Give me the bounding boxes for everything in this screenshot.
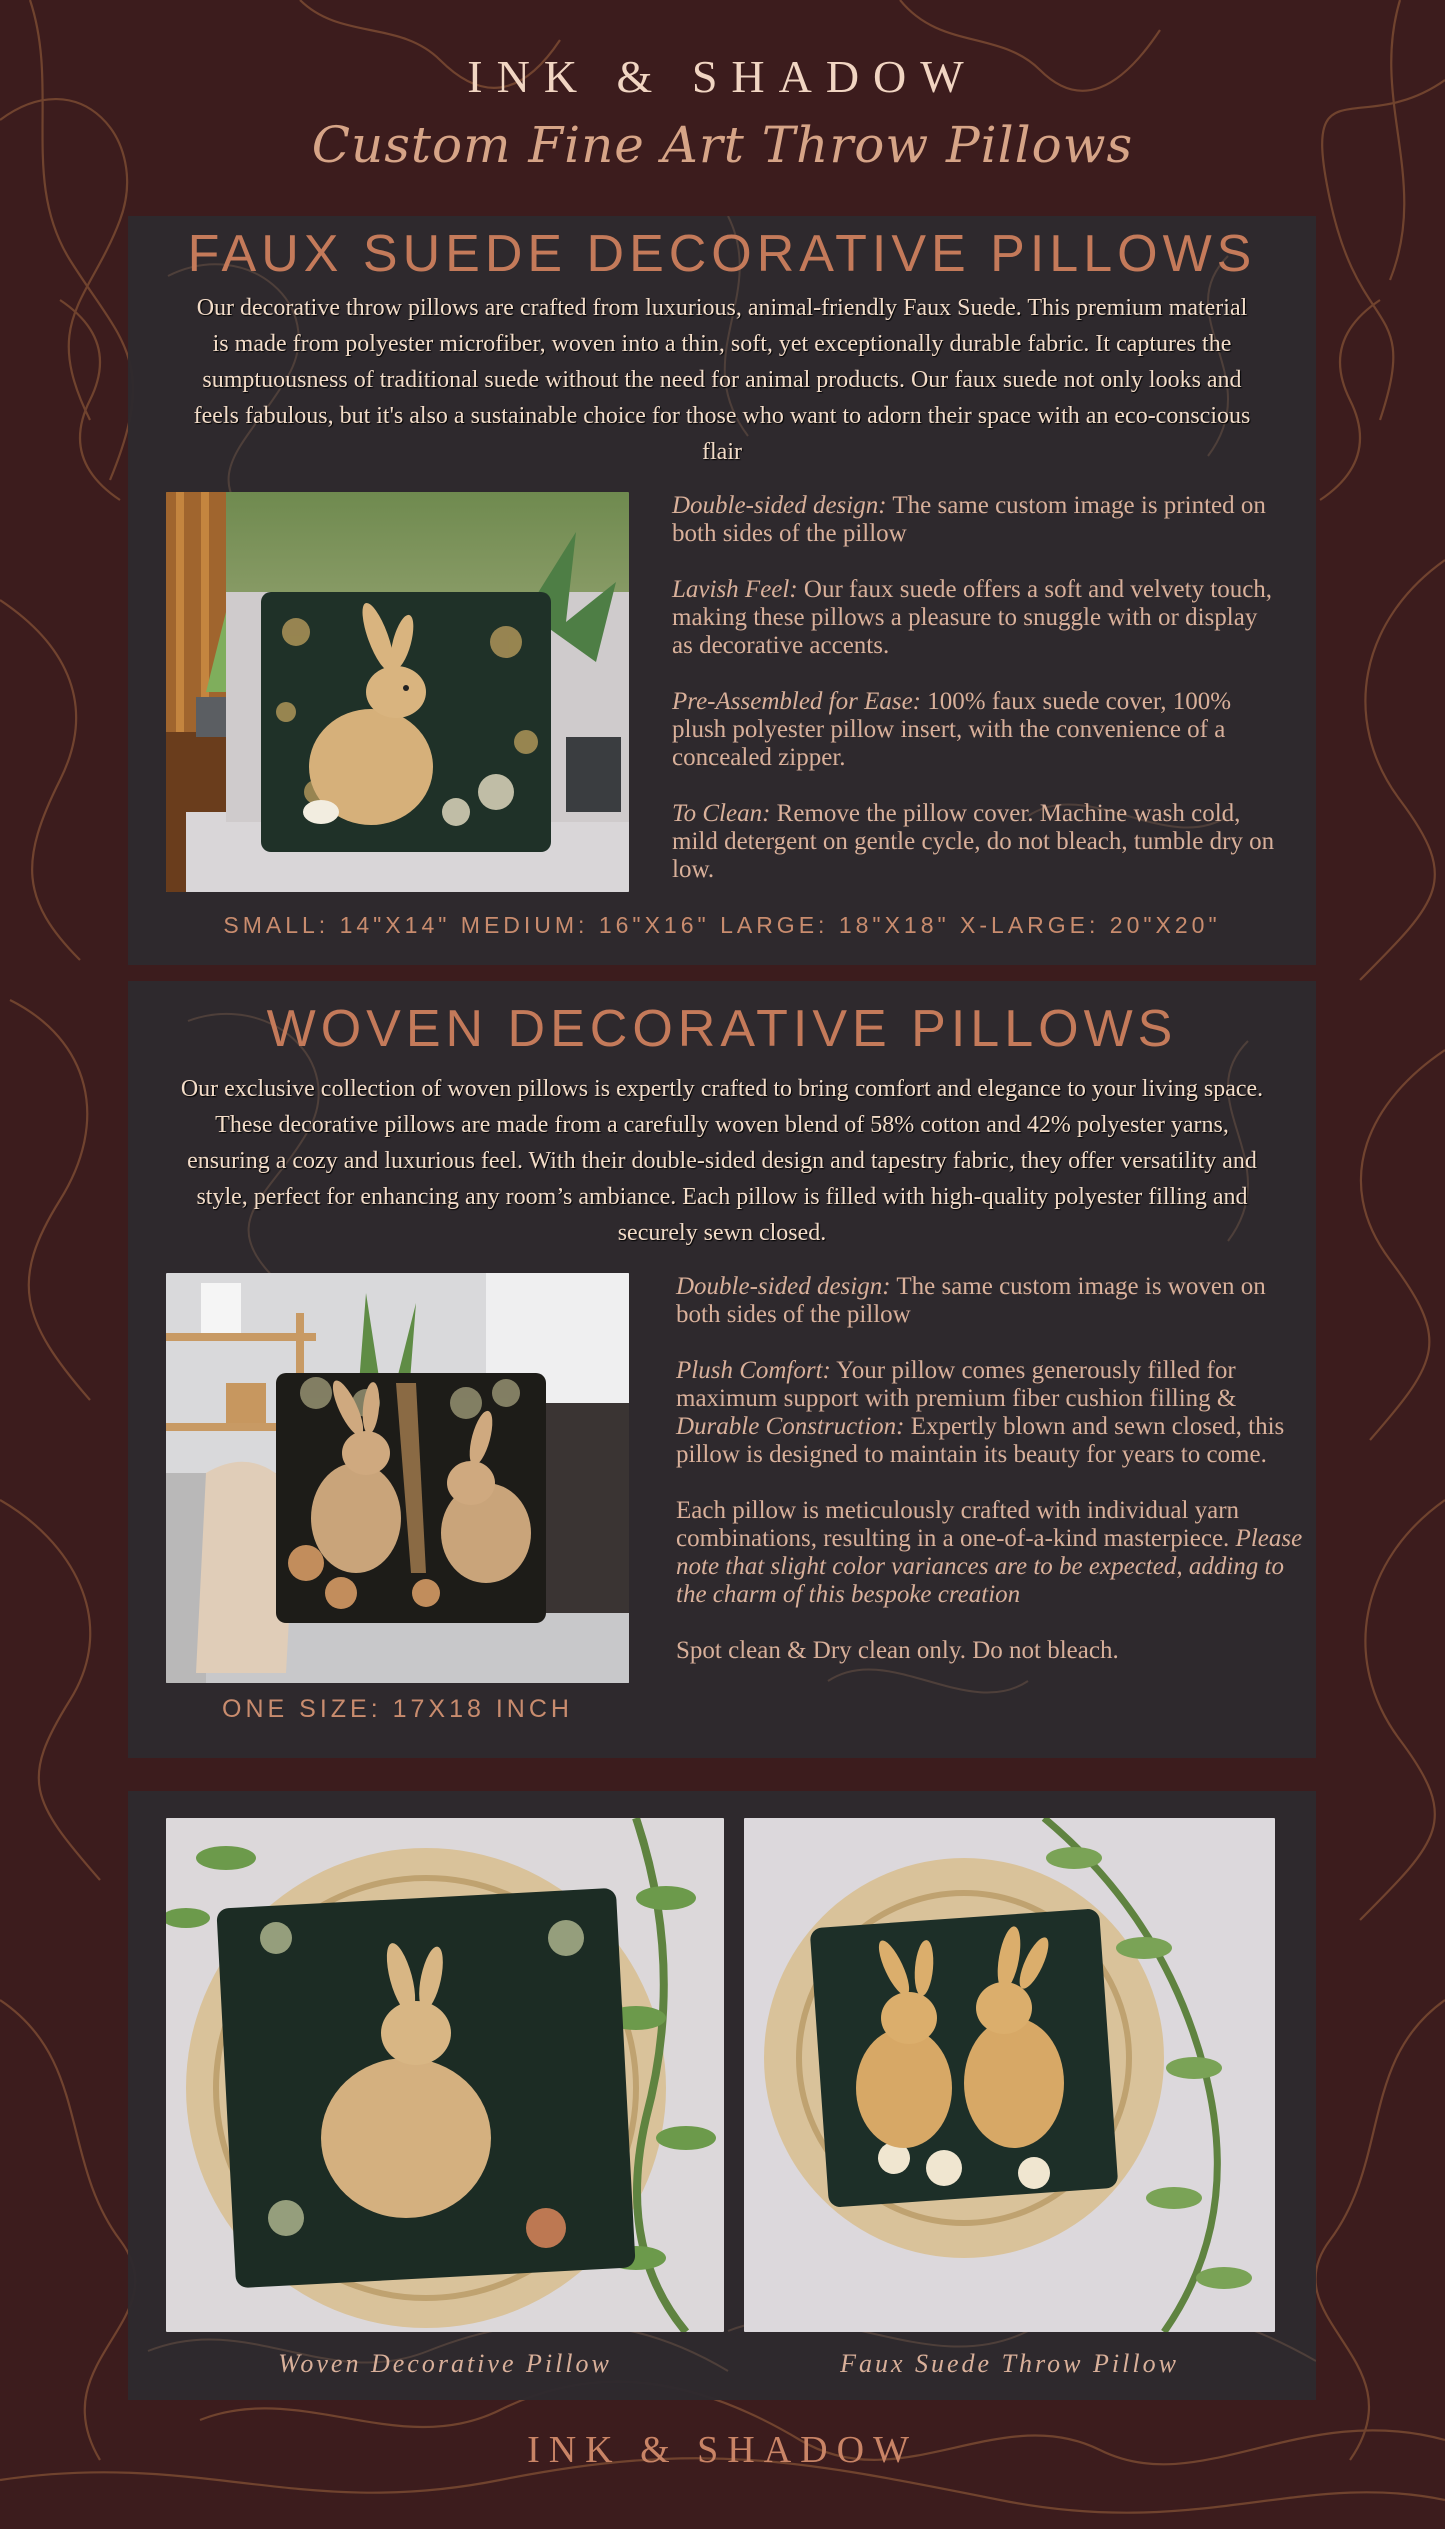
faux-suede-panel bbox=[128, 216, 1316, 965]
feature-item: Each pillow is meticulously crafted with individual yarn combinations, resulting in a one-of-a-kind masterpiece. Please note that slight color variances are to be expected, adding to the charm of this bespoke creation bbox=[676, 1497, 1303, 1608]
rabbit-pillow-image bbox=[166, 492, 629, 892]
faux-suede-intro: Our decorative throw pillows are crafted from luxurious, animal-friendly Faux Suede. This premium material is made from polyester microfiber, woven into a thin, soft, yet exceptionally durable fabric. It captures the sumptuousness of traditional suede without the need for animal products. Our faux suede not only looks and feels fabulous, but it's also a sustainable choice for those who want to adorn their space with an eco-conscious flair bbox=[193, 295, 1251, 465]
size-option: ONE SIZE: 17X18 INCH bbox=[222, 1695, 573, 1723]
gallery-panel bbox=[128, 1791, 1316, 2400]
tagline: Custom Fine Art Throw Pillows bbox=[311, 116, 1134, 174]
feature-item: Plush Comfort: Your pillow comes generously filled for maximum support with premium fiber cushion filling & Durable Construction: Expertly blown and sewn closed, this pillow is designed to maintain its beauty for years to come. bbox=[676, 1357, 1285, 1468]
woven-pillow-photo bbox=[166, 1273, 629, 1683]
feature-item: Double-sided design: The same custom image is printed on both sides of the pillow bbox=[672, 492, 1266, 547]
gallery-image-woven bbox=[166, 1818, 724, 2332]
two-rabbits-suede-pillow-basket-image bbox=[744, 1818, 1275, 2332]
woven-rabbit-pillow-basket-image bbox=[166, 1818, 724, 2332]
faux-suede-pillow-photo bbox=[166, 492, 629, 892]
size-options: SMALL: 14"X14" MEDIUM: 16"X16" LARGE: 18"X18" X-LARGE: 20"X20" bbox=[223, 912, 1221, 938]
feature-item: Double-sided design: The same custom image is woven on both sides of the pillow bbox=[676, 1273, 1266, 1328]
woven-heading: WOVEN DECORATIVE PILLOWS bbox=[266, 1000, 1178, 1058]
gallery-image-faux-suede bbox=[744, 1818, 1275, 2332]
footer-brand: INK & SHADOW bbox=[527, 2429, 918, 2471]
gallery-caption-woven: Woven Decorative Pillow bbox=[278, 2349, 612, 2378]
woven-panel bbox=[128, 981, 1316, 1758]
gallery-caption-faux-suede: Faux Suede Throw Pillow bbox=[840, 2349, 1179, 2378]
faux-suede-heading: FAUX SUEDE DECORATIVE PILLOWS bbox=[187, 225, 1257, 283]
faux-suede-features bbox=[672, 492, 1282, 912]
care-instructions: Spot clean & Dry clean only. Do not bleach. bbox=[676, 1637, 1119, 1664]
feature-item: To Clean: Remove the pillow cover. Machine wash cold, mild detergent on gentle cycle, do not bleach, tumble dry on low. bbox=[672, 800, 1275, 883]
brand-title: INK & SHADOW bbox=[467, 51, 978, 102]
woven-intro: Our exclusive collection of woven pillows is expertly crafted to bring comfort and elegance to your living space. These decorative pillows are made from a carefully woven blend of 58% cotton and 42% polyester yarns, ensuring a cozy and luxurious feel. With their double-sided design and tapestry fabric, they offer versatility and style, perfect for enhancing any room’s ambiance. Each pillow is filled with high-quality polyester filling and securely sewn closed. bbox=[180, 1076, 1264, 1246]
woven-features bbox=[676, 1273, 1306, 1693]
feature-item: Pre-Assembled for Ease: 100% faux suede cover, 100% plush polyester pillow insert, with the convenience of a concealed zipper. bbox=[672, 688, 1232, 771]
feature-item: Lavish Feel: Our faux suede offers a soft and velvety touch, making these pillows a pleasure to snuggle with or display as decorative accents. bbox=[672, 576, 1273, 659]
two-rabbits-pillow-image bbox=[166, 1273, 629, 1683]
